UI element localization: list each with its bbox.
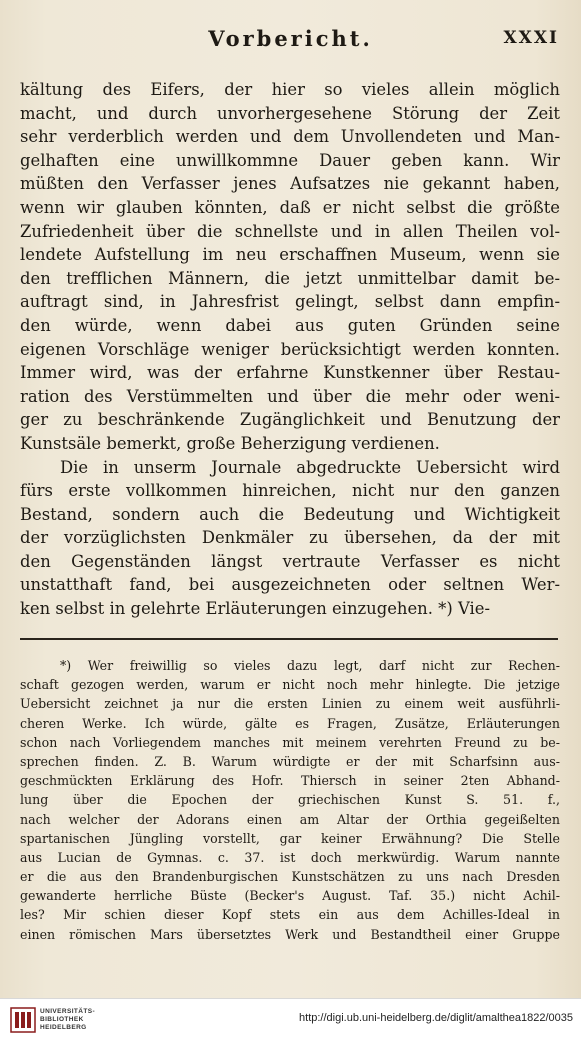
text-line: eigenen Vorschläge weniger berücksichtigt werden konnten. [20, 339, 560, 359]
footnote-line: schaft gezogen werden, warum er nicht noch mehr hinlegte. Die jetzige [20, 677, 560, 693]
text-line: Kunstsäle bemerkt, große Beherzigung verdienen. [20, 433, 440, 453]
running-title: Vorbericht. [208, 26, 373, 51]
text-line: sehr verderblich werden und dem Unvollendeten und Man- [20, 127, 560, 147]
text-line: kältung des Eifers, der hier so vieles allein möglich [20, 80, 560, 99]
text-line: ger zu beschränkende Zugänglichkeit und Benutzung der [20, 410, 560, 430]
text-line: den Gegenständen längst vertraute Verfasser es nicht [20, 551, 560, 571]
footnote-line: lung über die Epochen der griechischen Kunst S. 51. f., [20, 792, 560, 808]
footnote-line: cheren Werke. Ich würde, gälte es Fragen, Zusätze, Erläuterungen [20, 715, 560, 731]
text-line: Die in unserm Journale abgedruckte Uebersicht wird [60, 457, 560, 477]
text-line: macht, und durch unvorhergesehene Störung der Zeit [20, 103, 560, 123]
text-line: den würde, wenn dabei aus guten Gründen seine [20, 315, 560, 335]
footnote-line: geschmückten Erklärung des Hofr. Thiersch in seiner 2ten Abhand- [20, 773, 560, 789]
source-url-link[interactable]: http://digi.ub.uni-heidelberg.de/diglit/amalthea1822/0035 [299, 1012, 573, 1024]
footnote-line: spartanischen Jüngling vorstellt, gar keiner Erwähnung? Die Stelle [20, 830, 560, 846]
text-line: unstatthaft fand, bei ausgezeichneten oder seltnen Wer- [20, 575, 560, 595]
text-line: gelhaften eine unwillkommne Dauer geben kann. Wir [20, 150, 560, 170]
text-line: Bestand, sondern auch die Bedeutung und Wichtigkeit [20, 504, 560, 524]
footnote-line: *) Wer freiwillig so vieles dazu legt, darf nicht zur Rechen- [60, 658, 560, 673]
text-line: müßten den Verfasser jenes Aufsatzes nie gekannt haben, [20, 174, 560, 194]
text-line: auftragt sind, in Jahresfrist gelingt, selbst dann empfin- [20, 292, 560, 312]
text-line: wenn wir glauben könnten, daß er nicht selbst die größte [20, 197, 560, 217]
logo-text-line2: BIBLIOTHEK [40, 1016, 84, 1023]
footnote-line: gewanderte herrliche Büste (Becker's August. Taf. 35.) nicht Achil- [20, 888, 560, 904]
footnote-line: schon nach Vorliegendem manches mit meinem verehrten Freund zu be- [20, 734, 560, 750]
text-line: ration des Verstümmelten und über die mehr oder weni- [20, 386, 560, 406]
text-line: der vorzüglichsten Denkmäler zu übersehen, da der mit [20, 528, 560, 548]
footnote-line: Uebersicht zeichnet ja nur die ersten Linien zu einem weit ausführli- [20, 696, 560, 712]
footnote-line: er die aus den Brandenburgischen Kunstschätzen zu uns nach Dresden [20, 869, 560, 885]
university-library-logo-icon [10, 1007, 36, 1033]
text-line: Zufriedenheit über die schnellste und in allen Theilen vol- [20, 221, 560, 241]
footnote-separator [20, 638, 558, 640]
text-line: lendete Aufstellung im neu erschaffnen Museum, wenn sie [20, 245, 560, 265]
footnote-line: nach welcher der Adorans einen am Altar der Orthia gegeißelten [20, 811, 560, 827]
page-number: XXXI [503, 28, 559, 48]
text-line: den trefflichen Männern, die jetzt unmittelbar damit be- [20, 268, 560, 288]
logo-text-line1: UNIVERSITÄTS- [40, 1008, 96, 1015]
main-text [20, 78, 560, 621]
text-line: fürs erste vollkommen hinreichen, nicht nur den ganzen [20, 481, 560, 501]
page-header [0, 26, 581, 54]
library-logo[interactable] [10, 1005, 130, 1035]
text-line: Immer wird, was der erfahrne Kunstkenner über Restau- [20, 363, 560, 383]
logo-text-line3: HEIDELBERG [40, 1024, 87, 1031]
footnote-text [20, 656, 560, 944]
footnote-line: aus Lucian de Gymnas. c. 37. ist doch merkwürdig. Warum nannte [20, 849, 560, 865]
footnote-line: einen römischen Mars übersetztes Werk und Bestandtheil einer Gruppe [20, 926, 560, 942]
text-line: ken selbst in gelehrte Erläuterungen einzugehen. *) Vie- [20, 599, 490, 619]
footnote-line: les? Mir schien dieser Kopf stets ein aus dem Achilles-Ideal in [20, 907, 560, 923]
footnote-line: sprechen finden. Z. B. Warum würdigte er der mit Scharfsinn aus- [20, 753, 560, 769]
viewer-footer [0, 998, 581, 1041]
